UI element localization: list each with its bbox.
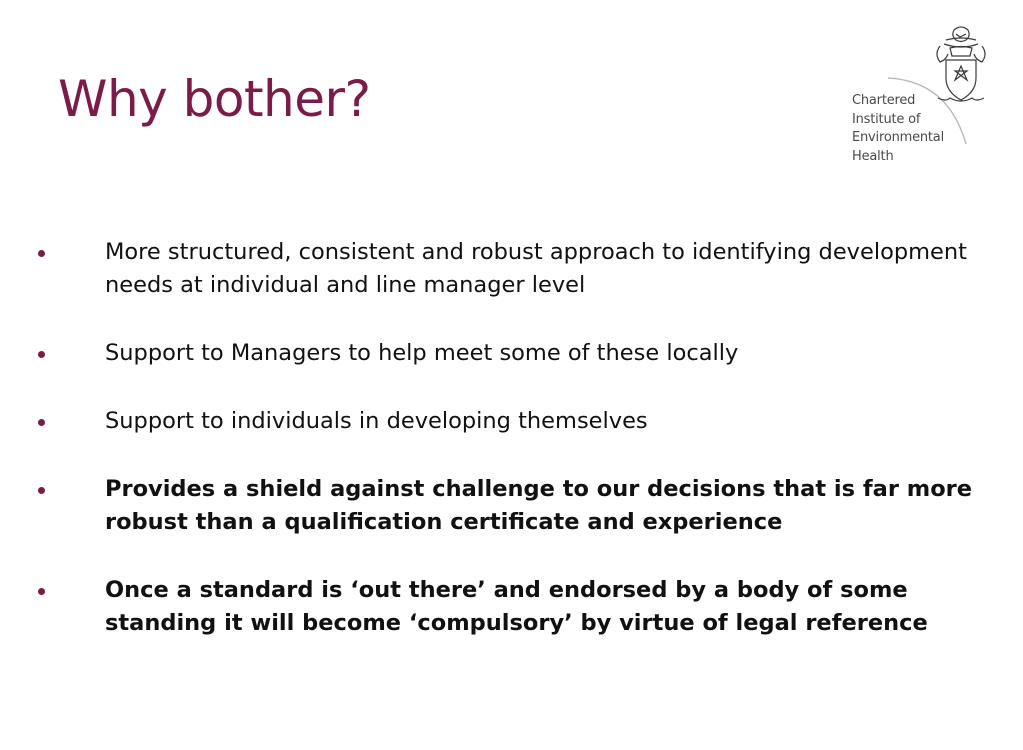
bullet-item bbox=[38, 473, 988, 539]
logo-line: Chartered bbox=[852, 93, 916, 108]
bullet-item bbox=[38, 236, 988, 302]
bullet-point-icon bbox=[38, 250, 45, 257]
bullet-item bbox=[38, 405, 988, 438]
logo-line: Health bbox=[852, 148, 894, 164]
logo-line: Environmental bbox=[852, 130, 944, 145]
bullet-text: Provides a shield against challenge to our decisions that is far more robust than a qualification certificate and experience bbox=[105, 476, 973, 535]
bullet-text: More structured, consistent and robust approach to identifying development needs at individual and line manager level bbox=[105, 239, 967, 298]
logo-line: Institute of bbox=[852, 111, 921, 127]
bullet-point-icon bbox=[38, 588, 45, 595]
slide-title: Why bother? bbox=[58, 70, 371, 128]
bullet-item bbox=[38, 574, 988, 640]
bullet-text: Support to Managers to help meet some of these locally bbox=[105, 340, 739, 366]
bullet-text: Once a standard is ‘out there’ and endorsed by a body of some standing it will become ‘compulsory’ by virtue of legal reference bbox=[105, 577, 928, 636]
bullet-point-icon bbox=[38, 487, 45, 494]
bullet-item bbox=[38, 337, 988, 370]
bullet-point-icon bbox=[38, 419, 45, 426]
bullet-text: Support to individuals in developing themselves bbox=[105, 408, 648, 434]
cieh-logo bbox=[848, 26, 998, 171]
bullet-list bbox=[38, 236, 988, 675]
logo-text bbox=[852, 92, 944, 166]
bullet-point-icon bbox=[38, 351, 45, 358]
